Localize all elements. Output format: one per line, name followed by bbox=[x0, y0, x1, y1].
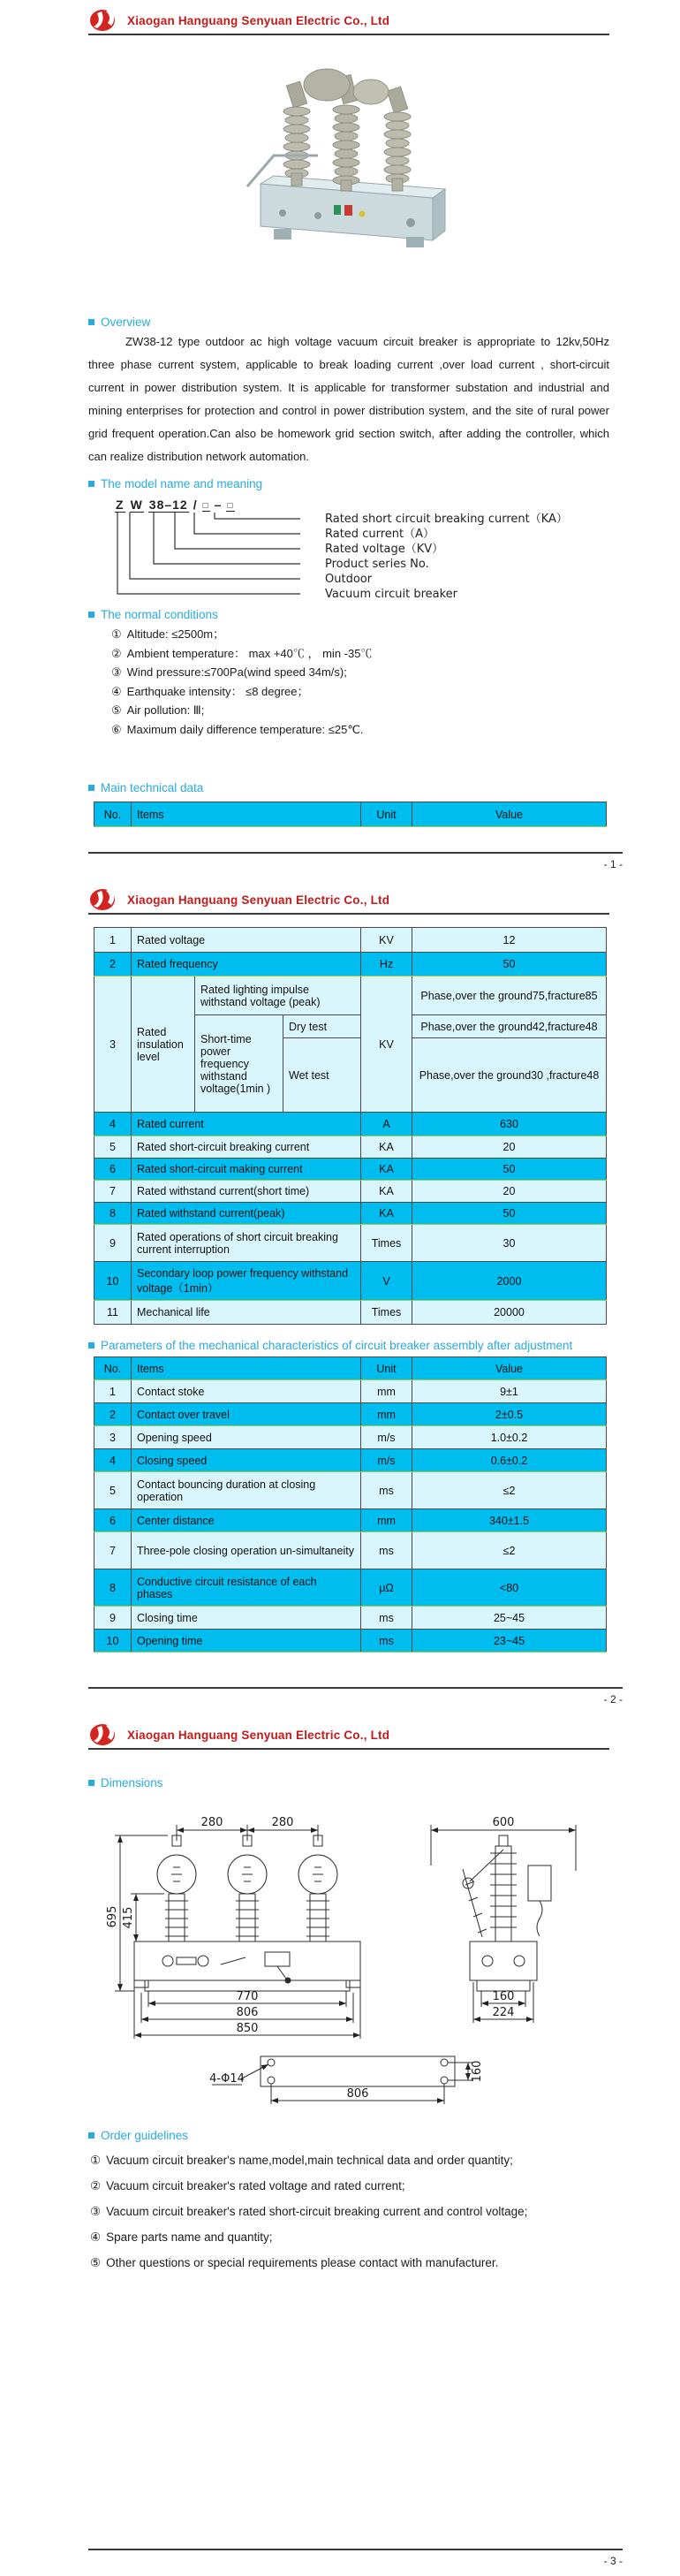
list-item bbox=[111, 701, 609, 720]
page-1 bbox=[0, 0, 680, 879]
page-3 bbox=[0, 1714, 680, 2576]
cell-value: 1.0±0.2 bbox=[412, 1426, 607, 1449]
cell-no: 8 bbox=[94, 1203, 132, 1225]
section-bullet-icon bbox=[88, 1342, 94, 1349]
page-footer bbox=[88, 1687, 623, 1706]
overview-heading-label: Overview bbox=[101, 315, 151, 329]
section-bullet-icon bbox=[88, 785, 94, 791]
item-number: ② bbox=[90, 2179, 102, 2192]
list-item bbox=[111, 644, 609, 664]
table-row bbox=[94, 1225, 607, 1262]
dimensions-heading-label: Dimensions bbox=[101, 1776, 163, 1790]
item-number: ⑤ bbox=[111, 703, 122, 717]
cell-unit: KA bbox=[361, 1203, 412, 1225]
cell-no: 8 bbox=[94, 1569, 132, 1607]
cell-value: 12 bbox=[412, 928, 607, 953]
section-bullet-icon bbox=[88, 2132, 94, 2139]
cell-no: 3 bbox=[94, 1426, 132, 1449]
cell-unit: m/s bbox=[361, 1449, 412, 1472]
cell-no: 4 bbox=[94, 1113, 132, 1136]
page-footer bbox=[88, 2549, 623, 2567]
list-item bbox=[90, 2173, 609, 2199]
cell-value: <80 bbox=[412, 1569, 607, 1607]
cell-item: Conductive circuit resistance of each phases bbox=[132, 1569, 361, 1607]
cell-no: 10 bbox=[94, 1262, 132, 1301]
cell-no: 5 bbox=[94, 1136, 132, 1159]
table-row bbox=[94, 1113, 607, 1136]
order-list bbox=[90, 2147, 609, 2276]
cell-item: Three-pole closing operation un-simultaneity bbox=[132, 1532, 361, 1569]
section-bullet-icon bbox=[88, 612, 94, 618]
cell-item: Contact over travel bbox=[132, 1403, 361, 1426]
list-item bbox=[90, 2224, 609, 2250]
model-heading bbox=[88, 477, 609, 490]
cell-no: 9 bbox=[94, 1225, 132, 1262]
col-unit: Unit bbox=[361, 1357, 412, 1380]
cell-value: 20000 bbox=[412, 1301, 607, 1325]
cell-value: 30 bbox=[412, 1225, 607, 1262]
cell-unit: μΩ bbox=[361, 1569, 412, 1607]
col-value: Value bbox=[412, 1357, 607, 1380]
cell-item: Rated withstand current(peak) bbox=[132, 1203, 361, 1225]
page-header bbox=[88, 879, 609, 915]
table-row bbox=[94, 1509, 607, 1532]
table-row bbox=[94, 1630, 607, 1653]
cell-unit: KA bbox=[361, 1159, 412, 1181]
dim-label: 4-Φ14 bbox=[209, 2072, 245, 2086]
cell-item: Rated withstand current(short time) bbox=[132, 1181, 361, 1203]
item-text: Spare parts name and quantity; bbox=[106, 2230, 273, 2244]
col-unit: Unit bbox=[361, 802, 412, 827]
model-code-z: Z bbox=[116, 498, 125, 512]
table-row bbox=[94, 1472, 607, 1509]
page-footer bbox=[88, 852, 623, 870]
list-item bbox=[111, 663, 609, 682]
table-row bbox=[94, 1181, 607, 1203]
table-row bbox=[94, 1301, 607, 1325]
model-code-slash: / bbox=[193, 498, 198, 512]
table-row bbox=[94, 1262, 607, 1301]
cell-no: 9 bbox=[94, 1607, 132, 1630]
cell-subitem: Rated lighting impulse withstand voltage (peak) bbox=[195, 976, 361, 1015]
item-text: Vacuum circuit breaker's rated short-circuit breaking current and control voltage; bbox=[106, 2205, 528, 2218]
cell-item: Contact stoke bbox=[132, 1380, 361, 1403]
cell-subitem: Wet test bbox=[283, 1038, 361, 1113]
cell-item: Rated short-circuit making current bbox=[132, 1159, 361, 1181]
cell-value: 630 bbox=[412, 1113, 607, 1136]
cell-value: 50 bbox=[412, 1203, 607, 1225]
item-text: Vacuum circuit breaker's rated voltage and rated current; bbox=[106, 2179, 405, 2192]
item-number: ④ bbox=[90, 2230, 102, 2244]
table-row bbox=[94, 1380, 607, 1403]
item-text: Air pollution: Ⅲ; bbox=[126, 703, 205, 717]
cell-unit: mm bbox=[361, 1403, 412, 1426]
section-bullet-icon bbox=[88, 319, 94, 325]
page-number: - 2 - bbox=[603, 1693, 623, 1706]
company-name: Xiaogan Hanguang Senyuan Electric Co., Ltd bbox=[127, 13, 390, 27]
company-logo-icon bbox=[88, 888, 118, 911]
table-row bbox=[94, 1159, 607, 1181]
model-label: Rated short circuit breaking current（KA） bbox=[325, 513, 568, 526]
item-text: Altitude: ≤2500m； bbox=[126, 627, 225, 641]
cell-value: Phase,over the ground75,fracture85 bbox=[412, 976, 607, 1015]
col-value: Value bbox=[412, 802, 607, 827]
cell-value: 340±1.5 bbox=[412, 1509, 607, 1532]
cell-item: Center distance bbox=[132, 1509, 361, 1532]
dim-label: 415 bbox=[122, 1906, 135, 1929]
list-item bbox=[90, 2199, 609, 2224]
dim-label: 695 bbox=[106, 1905, 119, 1928]
cell-no: 4 bbox=[94, 1449, 132, 1472]
cell-item: Opening time bbox=[132, 1630, 361, 1653]
mech-heading-label: Parameters of the mechanical characteristics of circuit breaker assembly after adjustment bbox=[101, 1339, 573, 1352]
model-label: Outdoor bbox=[325, 573, 373, 586]
overview-text: ZW38-12 type outdoor ac high voltage vacuum circuit breaker is appropriate to 12kv,50Hz three phase current system, applicable to break loading current ,over load current , short-circuit current in power distribution system. It is applicable for transformer substation and industrial and mining enterprises for protection and control in power distribution system, and the site of rural power grid frequent operation.Can also be homework grid section switch, after adding the controller, which can realize distribution network automation. bbox=[88, 335, 609, 463]
model-label: Rated voltage（KV） bbox=[325, 543, 444, 556]
page-number: - 3 - bbox=[603, 2555, 623, 2567]
model-label: Rated current（A） bbox=[325, 528, 434, 541]
cell-no: 3 bbox=[94, 976, 132, 1113]
item-number: ① bbox=[90, 2154, 102, 2167]
dim-label: 280 bbox=[271, 1816, 294, 1829]
cell-unit: Times bbox=[361, 1301, 412, 1325]
company-name: Xiaogan Hanguang Senyuan Electric Co., Ltd bbox=[127, 893, 390, 907]
cell-value: 50 bbox=[412, 953, 607, 976]
col-no: No. bbox=[94, 802, 132, 827]
cell-unit: KV bbox=[361, 976, 412, 1113]
cell-item: Rated voltage bbox=[132, 928, 361, 953]
cell-item: Secondary loop power frequency withstand voltage（1min） bbox=[132, 1262, 361, 1301]
cell-item: Rated frequency bbox=[132, 953, 361, 976]
conditions-list bbox=[111, 625, 609, 739]
cell-value: 0.6±0.2 bbox=[412, 1449, 607, 1472]
main-technical-table bbox=[94, 927, 607, 1325]
dim-label: 280 bbox=[200, 1816, 223, 1829]
cell-value: ≤2 bbox=[412, 1532, 607, 1569]
item-number: ⑤ bbox=[90, 2256, 102, 2269]
cell-item: Opening speed bbox=[132, 1426, 361, 1449]
table-row bbox=[94, 1532, 607, 1569]
table-header-row bbox=[94, 802, 607, 827]
cell-item: Rated insulation level bbox=[132, 976, 195, 1113]
cell-no: 1 bbox=[94, 1380, 132, 1403]
dim-label: 160 bbox=[492, 1990, 515, 2003]
cell-unit: A bbox=[361, 1113, 412, 1136]
cell-item: Closing speed bbox=[132, 1449, 361, 1472]
dim-label: 160 bbox=[471, 2060, 484, 2083]
list-item bbox=[111, 720, 609, 740]
item-number: ③ bbox=[111, 665, 122, 679]
cell-no: 6 bbox=[94, 1159, 132, 1181]
tech-heading bbox=[88, 781, 609, 794]
section-bullet-icon bbox=[88, 481, 94, 487]
cell-value: 25~45 bbox=[412, 1607, 607, 1630]
mech-params-table bbox=[94, 1356, 607, 1653]
product-photo bbox=[212, 49, 486, 260]
table-header-row bbox=[94, 1357, 607, 1380]
cell-no: 5 bbox=[94, 1472, 132, 1509]
conditions-heading bbox=[88, 608, 609, 621]
cell-unit: mm bbox=[361, 1509, 412, 1532]
mech-heading bbox=[88, 1339, 609, 1352]
cell-subitem: Short-time power frequency withstand voltage(1min ) bbox=[195, 1015, 283, 1113]
page-header bbox=[88, 1714, 609, 1750]
list-item bbox=[111, 625, 609, 644]
cell-item: Rated short-circuit breaking current bbox=[132, 1136, 361, 1159]
item-text: Other questions or special requirements please contact with manufacturer. bbox=[106, 2256, 499, 2269]
cell-value: 2±0.5 bbox=[412, 1403, 607, 1426]
cell-value: ≤2 bbox=[412, 1472, 607, 1509]
cell-no: 6 bbox=[94, 1509, 132, 1532]
item-number: ② bbox=[111, 646, 122, 660]
model-heading-label: The model name and meaning bbox=[101, 477, 263, 490]
model-meaning-diagram bbox=[88, 513, 609, 604]
cell-unit: m/s bbox=[361, 1426, 412, 1449]
cell-value: 9±1 bbox=[412, 1380, 607, 1403]
cell-item: Rated operations of short circuit breaking current interruption bbox=[132, 1225, 361, 1262]
cell-no: 7 bbox=[94, 1181, 132, 1203]
table-row bbox=[94, 1607, 607, 1630]
dim-label: 806 bbox=[236, 2006, 259, 2019]
col-items: Items bbox=[132, 802, 361, 827]
cell-unit: KV bbox=[361, 928, 412, 953]
dimensions-heading bbox=[88, 1776, 609, 1790]
table-row bbox=[94, 1569, 607, 1607]
dim-label: 806 bbox=[346, 2087, 369, 2101]
cell-value: Phase,over the ground42,fracture48 bbox=[412, 1015, 607, 1038]
cell-unit: ms bbox=[361, 1472, 412, 1509]
list-item bbox=[90, 2147, 609, 2173]
cell-unit: ms bbox=[361, 1532, 412, 1569]
dim-label: 850 bbox=[236, 2022, 259, 2035]
cell-unit: ms bbox=[361, 1607, 412, 1630]
table-row bbox=[94, 1449, 607, 1472]
table-row bbox=[94, 1136, 607, 1159]
cell-value: 50 bbox=[412, 1159, 607, 1181]
table-row bbox=[94, 928, 607, 953]
dimensions-drawing bbox=[88, 1800, 609, 2116]
item-text: Maximum daily difference temperature: ≤25℃. bbox=[126, 722, 364, 736]
col-items: Items bbox=[132, 1357, 361, 1380]
overview-heading bbox=[88, 315, 609, 329]
item-number: ③ bbox=[90, 2205, 102, 2218]
tech-table-header bbox=[94, 802, 607, 827]
model-code-w: W bbox=[130, 498, 143, 512]
list-item bbox=[111, 682, 609, 702]
table-row bbox=[94, 1426, 607, 1449]
cell-unit: ms bbox=[361, 1630, 412, 1653]
cell-unit: KA bbox=[361, 1136, 412, 1159]
cell-item: Contact bouncing duration at closing operation bbox=[132, 1472, 361, 1509]
order-heading bbox=[88, 2129, 609, 2142]
model-code-box2: □ bbox=[227, 501, 234, 511]
cell-item: Mechanical life bbox=[132, 1301, 361, 1325]
item-text: Wind pressure:≤700Pa(wind speed 34m/s); bbox=[126, 665, 347, 679]
cell-no: 11 bbox=[94, 1301, 132, 1325]
cell-no: 1 bbox=[94, 928, 132, 953]
list-item bbox=[90, 2250, 609, 2276]
item-number: ① bbox=[111, 627, 122, 641]
cell-value: 2000 bbox=[412, 1262, 607, 1301]
page-2 bbox=[0, 879, 680, 1714]
model-code-series: 38–12 bbox=[148, 498, 188, 512]
company-name: Xiaogan Hanguang Senyuan Electric Co., Ltd bbox=[127, 1728, 390, 1742]
model-label: Vacuum circuit breaker bbox=[325, 588, 458, 601]
table-row bbox=[94, 1403, 607, 1426]
dim-label: 600 bbox=[492, 1816, 515, 1829]
cell-unit: Times bbox=[361, 1225, 412, 1262]
table-row bbox=[94, 953, 607, 976]
cell-item: Rated current bbox=[132, 1113, 361, 1136]
table-row bbox=[94, 976, 607, 1015]
dim-label: 224 bbox=[492, 2006, 515, 2019]
cell-value: 23~45 bbox=[412, 1630, 607, 1653]
company-logo-icon bbox=[88, 1723, 118, 1746]
item-text: Earthquake intensity： ≤8 degree； bbox=[126, 684, 309, 698]
cell-unit: KA bbox=[361, 1181, 412, 1203]
model-label: Product series No. bbox=[325, 558, 429, 571]
order-heading-label: Order guidelines bbox=[101, 2129, 189, 2142]
cell-no: 7 bbox=[94, 1532, 132, 1569]
item-number: ⑥ bbox=[111, 722, 122, 736]
model-code-box1: □ bbox=[202, 501, 209, 511]
model-code bbox=[115, 498, 609, 513]
dim-label: 770 bbox=[236, 1990, 259, 2003]
item-text: Vacuum circuit breaker's name,model,main technical data and order quantity; bbox=[106, 2154, 513, 2167]
cell-value: 20 bbox=[412, 1136, 607, 1159]
item-text: Ambient temperature： max +40℃ ， min -35℃ bbox=[126, 646, 373, 660]
section-bullet-icon bbox=[88, 1780, 94, 1786]
page-header bbox=[88, 0, 609, 35]
cell-no: 2 bbox=[94, 1403, 132, 1426]
cell-value: Phase,over the ground30 ,fracture48 bbox=[412, 1038, 607, 1113]
model-code-dash: – bbox=[214, 498, 223, 512]
col-no: No. bbox=[94, 1357, 132, 1380]
cell-no: 2 bbox=[94, 953, 132, 976]
cell-unit: Hz bbox=[361, 953, 412, 976]
cell-unit: mm bbox=[361, 1380, 412, 1403]
cell-no: 10 bbox=[94, 1630, 132, 1653]
cell-unit: V bbox=[361, 1262, 412, 1301]
cell-item: Closing time bbox=[132, 1607, 361, 1630]
table-row bbox=[94, 1203, 607, 1225]
page-number: - 1 - bbox=[603, 858, 623, 870]
conditions-heading-label: The normal conditions bbox=[101, 608, 218, 621]
item-number: ④ bbox=[111, 684, 122, 698]
company-logo-icon bbox=[88, 9, 118, 32]
cell-subitem: Dry test bbox=[283, 1015, 361, 1038]
cell-value: 20 bbox=[412, 1181, 607, 1203]
tech-heading-label: Main technical data bbox=[101, 781, 204, 794]
